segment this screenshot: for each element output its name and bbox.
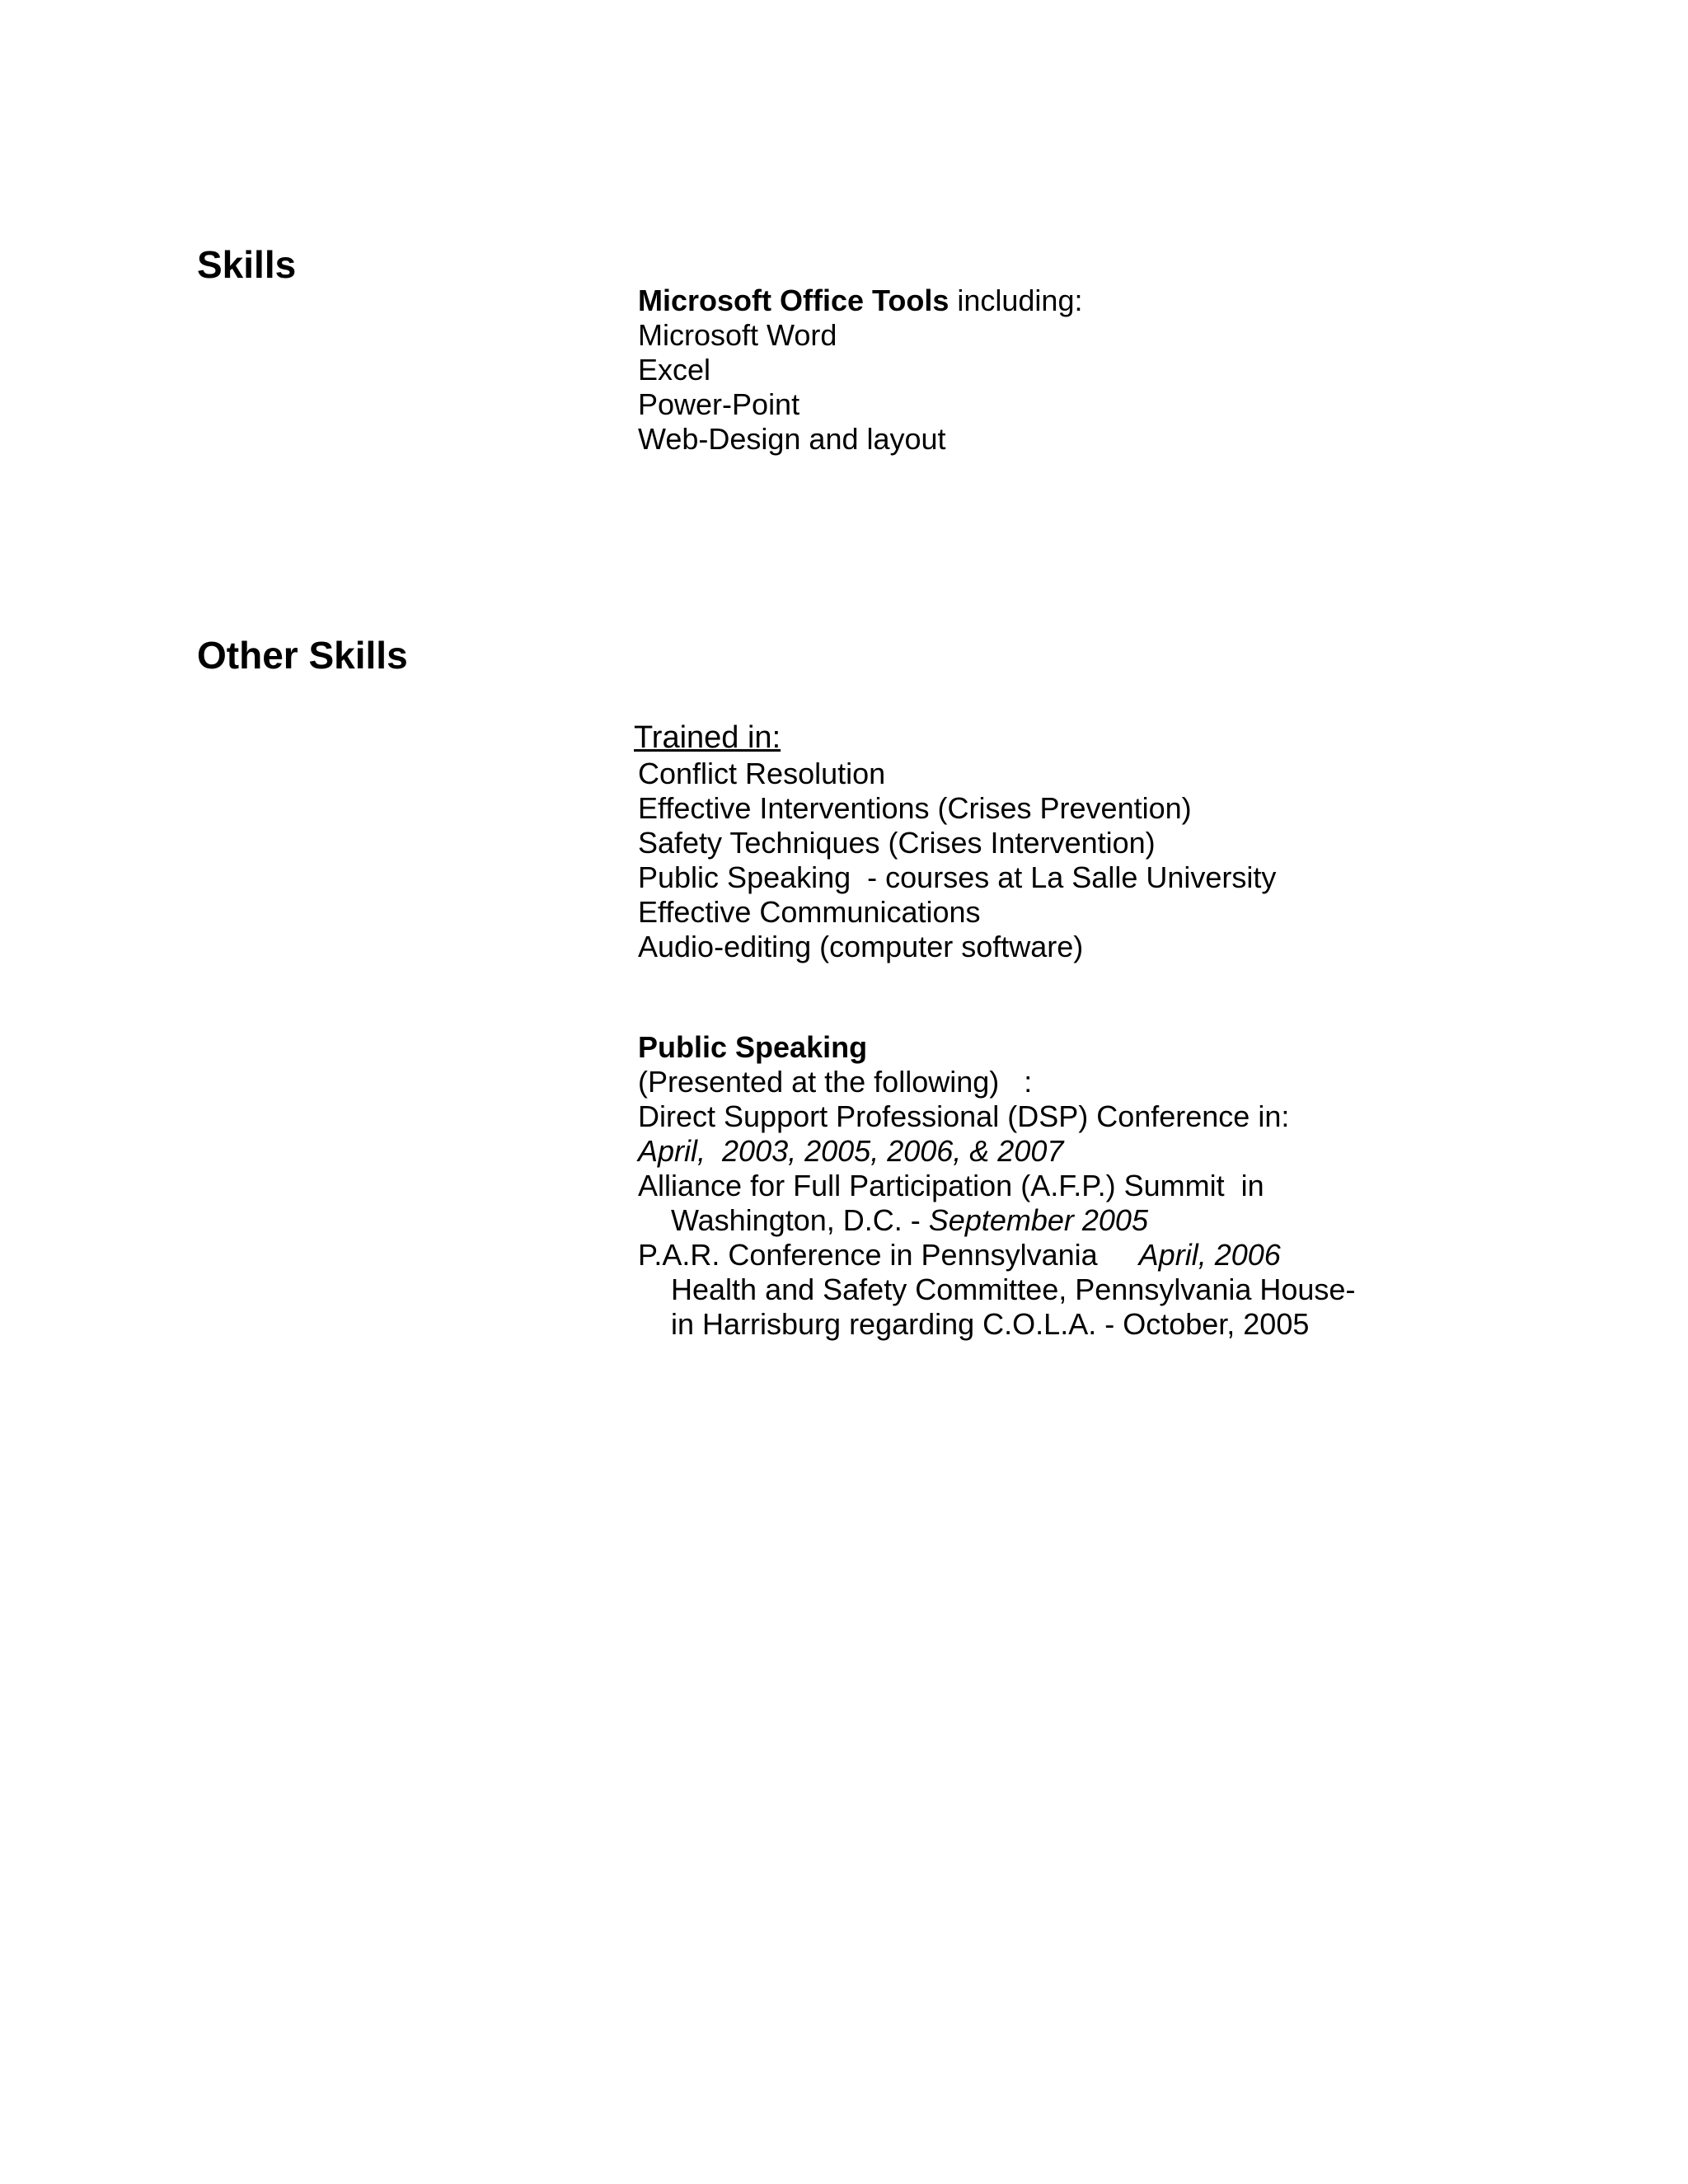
skills-heading: Skills: [197, 243, 297, 286]
public-speaking-block: [638, 1030, 1355, 1342]
harrisburg-line: in Harrisburg regarding C.O.L.A. - October, 2005: [671, 1307, 1310, 1341]
dsp-conference-dates: April, 2003, 2005, 2006, & 2007: [638, 1134, 1064, 1168]
par-conference-line: [638, 1238, 1355, 1272]
par-conference-text: P.A.R. Conference in Pennsylvania: [638, 1238, 1098, 1272]
skill-item: Web-Design and layout: [638, 422, 946, 456]
public-speaking-intro: (Presented at the following) :: [638, 1065, 1033, 1099]
trained-item: Audio-editing (computer software): [638, 930, 1084, 963]
afp-summit-location-line: [638, 1203, 1355, 1238]
office-tools-title-line: [638, 284, 1082, 318]
trained-in-label: Trained in:: [634, 720, 781, 755]
trained-item: Safety Techniques (Crises Intervention): [638, 826, 1156, 860]
trained-item: Conflict Resolution: [638, 757, 886, 790]
par-conference-date: April, 2006: [1138, 1238, 1281, 1272]
trained-item: Effective Interventions (Crises Prevention): [638, 791, 1192, 825]
health-safety-line: Health and Safety Committee, Pennsylvania House-: [671, 1272, 1356, 1306]
skill-item: Power-Point: [638, 387, 800, 421]
dsp-conference-line: Direct Support Professional (DSP) Conference in:: [638, 1099, 1290, 1133]
skill-item: Excel: [638, 353, 711, 387]
trained-item: Public Speaking - courses at La Salle University: [638, 860, 1277, 894]
skill-item: Microsoft Word: [638, 318, 837, 352]
other-skills-heading: Other Skills: [197, 634, 408, 677]
trained-item: Effective Communications: [638, 895, 981, 929]
afp-location: Washington, D.C. -: [671, 1203, 929, 1237]
public-speaking-title: Public Speaking: [638, 1030, 868, 1064]
office-tools-title: Microsoft Office Tools: [638, 284, 950, 317]
office-tools-block: [638, 284, 1082, 457]
afp-summit-line: Alliance for Full Participation (A.F.P.) Summit in: [638, 1169, 1264, 1202]
office-tools-suffix: including:: [949, 284, 1083, 317]
afp-date: September 2005: [928, 1203, 1148, 1237]
trained-in-block: [634, 719, 1277, 964]
